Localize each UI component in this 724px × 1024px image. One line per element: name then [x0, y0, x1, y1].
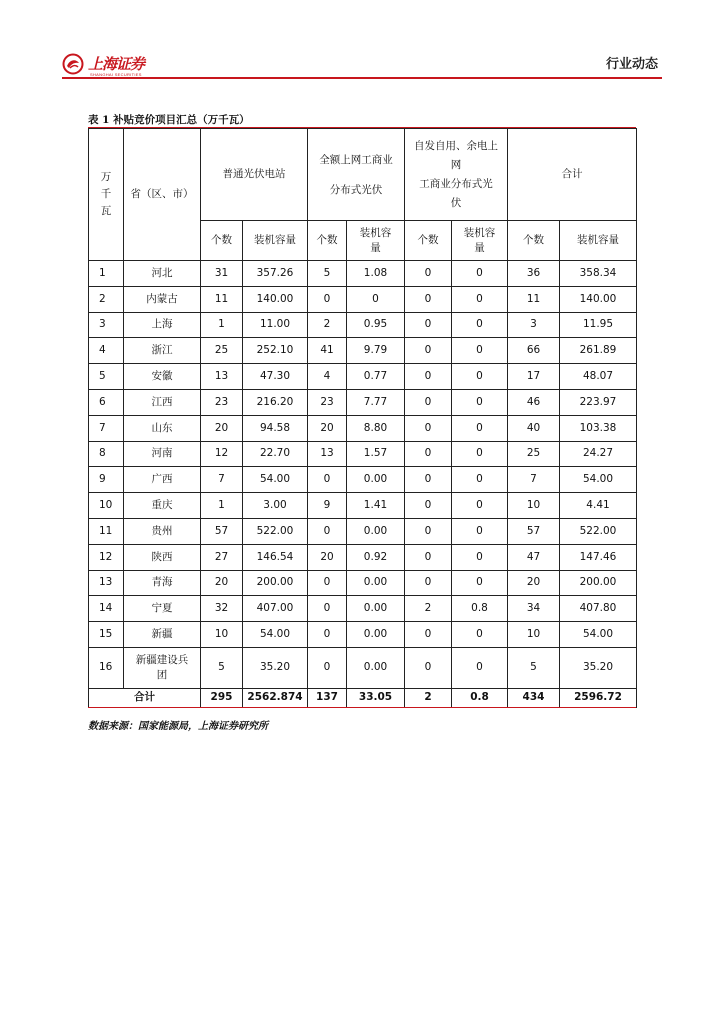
cell-self-use-count: 2 [405, 596, 452, 622]
cell-full-grid-capacity: 0.00 [347, 622, 405, 648]
cell-full-grid-capacity: 1.41 [347, 493, 405, 519]
table-row [89, 312, 637, 338]
cell-full-grid-capacity: 7.77 [347, 389, 405, 415]
group-header-full-grid-text: 全额上网工商业 分布式光伏 [319, 153, 393, 196]
cell-utility-capacity: 94.58 [243, 415, 308, 441]
cell-self-use-capacity: 0 [452, 493, 508, 519]
group-header-self-use [405, 129, 508, 221]
table-row [89, 493, 637, 519]
cell-total-count: 47 [508, 544, 560, 570]
cell-total-count: 46 [508, 389, 560, 415]
cell-self-use-count: 0 [405, 338, 452, 364]
cell-full-grid-capacity: 0.77 [347, 364, 405, 390]
cell-province: 浙江 [124, 338, 201, 364]
cell-self-use-capacity: 0 [452, 338, 508, 364]
cell-total-capacity: 522.00 [560, 518, 637, 544]
cell-total-count: 34 [508, 596, 560, 622]
table-bottom-divider [88, 707, 636, 708]
cell-self-use-capacity: 0 [452, 647, 508, 688]
section-title: 行业动态 [605, 57, 658, 72]
sub-header-capacity: 装机容量 [243, 221, 308, 261]
cell-self-use-capacity: 0 [452, 389, 508, 415]
cell-utility-capacity: 357.26 [243, 261, 308, 287]
group-header-self-use-text: 自发自用、余电上 网 工商业分布式光 伏 [414, 139, 498, 209]
table-row [89, 622, 637, 648]
cell-total-count: 40 [508, 415, 560, 441]
cell-self-use-count: 0 [405, 493, 452, 519]
cell-total-capacity: 261.89 [560, 338, 637, 364]
cell-utility-count: 1 [201, 312, 243, 338]
sub-header-count: 个数 [201, 221, 243, 261]
total-self-use-capacity: 0.8 [452, 688, 508, 707]
cell-total-count: 7 [508, 467, 560, 493]
cell-full-grid-count: 0 [308, 570, 347, 596]
cell-utility-count: 20 [201, 415, 243, 441]
cell-row-index: 12 [89, 544, 124, 570]
cell-full-grid-capacity: 0.00 [347, 570, 405, 596]
cell-full-grid-count: 0 [308, 622, 347, 648]
cell-self-use-count: 0 [405, 622, 452, 648]
cell-province: 安徽 [124, 364, 201, 390]
cell-full-grid-count: 41 [308, 338, 347, 364]
cell-row-index: 6 [89, 389, 124, 415]
cell-full-grid-capacity: 0.00 [347, 596, 405, 622]
cell-province: 宁夏 [124, 596, 201, 622]
cell-full-grid-count: 0 [308, 467, 347, 493]
cell-self-use-capacity: 0 [452, 544, 508, 570]
logo-text: 上海证券 [88, 55, 145, 73]
cell-utility-count: 32 [201, 596, 243, 622]
logo-icon [62, 53, 84, 75]
cell-self-use-capacity: 0 [452, 312, 508, 338]
cell-total-capacity: 147.46 [560, 544, 637, 570]
cell-province: 青海 [124, 570, 201, 596]
group-header-utility-text: 普通光伏电站 [222, 168, 286, 180]
cell-row-index: 1 [89, 261, 124, 287]
table-row [89, 286, 637, 312]
cell-row-index: 4 [89, 338, 124, 364]
total-full-grid-capacity: 33.05 [347, 688, 405, 707]
unit-header [89, 129, 124, 261]
cell-total-capacity: 223.97 [560, 389, 637, 415]
sub-header-count: 个数 [405, 221, 452, 261]
cell-total-capacity: 358.34 [560, 261, 637, 287]
cell-total-capacity: 35.20 [560, 647, 637, 688]
cell-total-capacity: 11.95 [560, 312, 637, 338]
cell-self-use-capacity: 0 [452, 518, 508, 544]
cell-row-index: 16 [89, 647, 124, 688]
cell-total-count: 66 [508, 338, 560, 364]
cell-self-use-count: 0 [405, 389, 452, 415]
cell-utility-capacity: 54.00 [243, 622, 308, 648]
group-header-utility [201, 129, 308, 221]
cell-province: 新疆 [124, 622, 201, 648]
cell-row-index: 7 [89, 415, 124, 441]
cell-row-index: 14 [89, 596, 124, 622]
cell-total-count: 20 [508, 570, 560, 596]
cell-province: 陕西 [124, 544, 201, 570]
cell-province: 内蒙古 [124, 286, 201, 312]
total-total-capacity: 2596.72 [560, 688, 637, 707]
table-row [89, 261, 637, 287]
cell-province: 河南 [124, 441, 201, 467]
cell-full-grid-capacity: 0.92 [347, 544, 405, 570]
group-header-total [508, 129, 637, 221]
cell-total-count: 36 [508, 261, 560, 287]
cell-full-grid-count: 20 [308, 415, 347, 441]
cell-full-grid-capacity: 8.80 [347, 415, 405, 441]
table-row [89, 338, 637, 364]
total-total-count: 434 [508, 688, 560, 707]
cell-total-capacity: 103.38 [560, 415, 637, 441]
cell-row-index: 11 [89, 518, 124, 544]
unit-header-text: 万 千 瓦 [100, 171, 112, 217]
table-row [89, 570, 637, 596]
cell-utility-count: 57 [201, 518, 243, 544]
sub-header-capacity-wrapped: 装机容 量 [347, 221, 405, 261]
cell-utility-capacity: 11.00 [243, 312, 308, 338]
cell-utility-count: 27 [201, 544, 243, 570]
cell-full-grid-capacity: 0.00 [347, 647, 405, 688]
cell-total-capacity: 140.00 [560, 286, 637, 312]
cell-self-use-count: 0 [405, 364, 452, 390]
sub-header-count: 个数 [508, 221, 560, 261]
table-row [89, 415, 637, 441]
cell-full-grid-count: 2 [308, 312, 347, 338]
table-row [89, 441, 637, 467]
data-source-note: 数据来源：国家能源局，上海证券研究所 [88, 721, 268, 732]
cell-total-count: 3 [508, 312, 560, 338]
cell-total-capacity: 24.27 [560, 441, 637, 467]
cell-province: 江西 [124, 389, 201, 415]
cell-row-index: 10 [89, 493, 124, 519]
cell-utility-capacity: 200.00 [243, 570, 308, 596]
cell-full-grid-capacity: 9.79 [347, 338, 405, 364]
cell-self-use-count: 0 [405, 518, 452, 544]
cell-row-index: 8 [89, 441, 124, 467]
cell-total-capacity: 54.00 [560, 467, 637, 493]
cell-self-use-capacity: 0 [452, 415, 508, 441]
cell-self-use-count: 0 [405, 415, 452, 441]
table-row [89, 544, 637, 570]
cell-row-index: 5 [89, 364, 124, 390]
cell-self-use-capacity: 0 [452, 286, 508, 312]
cell-full-grid-count: 9 [308, 493, 347, 519]
cell-utility-capacity: 35.20 [243, 647, 308, 688]
cell-utility-capacity: 252.10 [243, 338, 308, 364]
cell-total-count: 57 [508, 518, 560, 544]
cell-row-index: 15 [89, 622, 124, 648]
cell-province: 河北 [124, 261, 201, 287]
cell-self-use-capacity: 0 [452, 261, 508, 287]
cell-full-grid-count: 0 [308, 596, 347, 622]
table-total-row [89, 688, 637, 707]
cell-utility-capacity: 47.30 [243, 364, 308, 390]
cell-utility-count: 10 [201, 622, 243, 648]
cell-self-use-capacity: 0 [452, 622, 508, 648]
subsidy-bidding-table [88, 128, 637, 708]
cell-province: 山东 [124, 415, 201, 441]
total-utility-count: 295 [201, 688, 243, 707]
table-caption: 表 1 补贴竞价项目汇总（万千瓦） [88, 114, 250, 126]
cell-utility-capacity: 216.20 [243, 389, 308, 415]
table-row [89, 518, 637, 544]
cell-full-grid-count: 0 [308, 647, 347, 688]
cell-total-capacity: 54.00 [560, 622, 637, 648]
cell-self-use-count: 0 [405, 467, 452, 493]
cell-full-grid-capacity: 0.00 [347, 467, 405, 493]
cell-self-use-capacity: 0.8 [452, 596, 508, 622]
cell-total-count: 11 [508, 286, 560, 312]
sub-header-capacity-wrapped: 装机容 量 [452, 221, 508, 261]
total-utility-capacity: 2562.874 [243, 688, 308, 707]
cell-self-use-count: 0 [405, 261, 452, 287]
cell-province: 新疆建设兵 团 [124, 647, 201, 688]
total-label: 合计 [89, 688, 201, 707]
cell-full-grid-capacity: 0.95 [347, 312, 405, 338]
cell-self-use-count: 0 [405, 647, 452, 688]
cell-full-grid-count: 0 [308, 518, 347, 544]
cell-total-capacity: 200.00 [560, 570, 637, 596]
cell-full-grid-count: 5 [308, 261, 347, 287]
cell-utility-count: 13 [201, 364, 243, 390]
cell-self-use-count: 0 [405, 441, 452, 467]
cell-utility-count: 31 [201, 261, 243, 287]
cell-full-grid-capacity: 1.57 [347, 441, 405, 467]
cell-utility-count: 11 [201, 286, 243, 312]
cell-self-use-count: 0 [405, 286, 452, 312]
cell-total-capacity: 48.07 [560, 364, 637, 390]
cell-full-grid-count: 13 [308, 441, 347, 467]
cell-utility-count: 23 [201, 389, 243, 415]
table-row [89, 389, 637, 415]
cell-province: 重庆 [124, 493, 201, 519]
cell-province: 贵州 [124, 518, 201, 544]
cell-self-use-capacity: 0 [452, 570, 508, 596]
cell-total-count: 10 [508, 622, 560, 648]
cell-utility-count: 20 [201, 570, 243, 596]
cell-full-grid-capacity: 1.08 [347, 261, 405, 287]
cell-self-use-capacity: 0 [452, 441, 508, 467]
cell-full-grid-capacity: 0.00 [347, 518, 405, 544]
cell-province: 广西 [124, 467, 201, 493]
cell-self-use-capacity: 0 [452, 364, 508, 390]
company-logo [62, 52, 144, 76]
cell-row-index: 3 [89, 312, 124, 338]
cell-utility-count: 1 [201, 493, 243, 519]
header-divider [62, 77, 662, 79]
cell-total-count: 17 [508, 364, 560, 390]
table-row [89, 467, 637, 493]
cell-full-grid-capacity: 0 [347, 286, 405, 312]
cell-utility-capacity: 54.00 [243, 467, 308, 493]
cell-utility-capacity: 146.54 [243, 544, 308, 570]
cell-utility-capacity: 3.00 [243, 493, 308, 519]
cell-total-capacity: 4.41 [560, 493, 637, 519]
table-row [89, 364, 637, 390]
cell-full-grid-count: 23 [308, 389, 347, 415]
logo-subtext: SHANGHAI SECURITIES [90, 72, 142, 77]
group-header-full-grid [308, 129, 405, 221]
cell-utility-capacity: 140.00 [243, 286, 308, 312]
cell-utility-count: 12 [201, 441, 243, 467]
table-row [89, 596, 637, 622]
total-self-use-count: 2 [405, 688, 452, 707]
cell-utility-capacity: 522.00 [243, 518, 308, 544]
cell-full-grid-count: 20 [308, 544, 347, 570]
cell-self-use-count: 0 [405, 544, 452, 570]
cell-utility-count: 25 [201, 338, 243, 364]
cell-row-index: 2 [89, 286, 124, 312]
cell-row-index: 9 [89, 467, 124, 493]
cell-self-use-capacity: 0 [452, 467, 508, 493]
cell-total-count: 25 [508, 441, 560, 467]
cell-total-capacity: 407.80 [560, 596, 637, 622]
cell-utility-count: 7 [201, 467, 243, 493]
cell-total-count: 5 [508, 647, 560, 688]
cell-self-use-count: 0 [405, 570, 452, 596]
cell-province: 上海 [124, 312, 201, 338]
group-header-total-text: 合计 [561, 168, 583, 180]
sub-header-capacity: 装机容量 [560, 221, 637, 261]
total-full-grid-count: 137 [308, 688, 347, 707]
province-header: 省（区、市） [124, 129, 201, 261]
cell-total-count: 10 [508, 493, 560, 519]
cell-full-grid-count: 4 [308, 364, 347, 390]
page-header [62, 50, 662, 78]
cell-full-grid-count: 0 [308, 286, 347, 312]
table-body [89, 261, 637, 708]
cell-utility-capacity: 407.00 [243, 596, 308, 622]
cell-utility-count: 5 [201, 647, 243, 688]
cell-utility-capacity: 22.70 [243, 441, 308, 467]
cell-self-use-count: 0 [405, 312, 452, 338]
sub-header-count: 个数 [308, 221, 347, 261]
table-row [89, 647, 637, 688]
cell-row-index: 13 [89, 570, 124, 596]
